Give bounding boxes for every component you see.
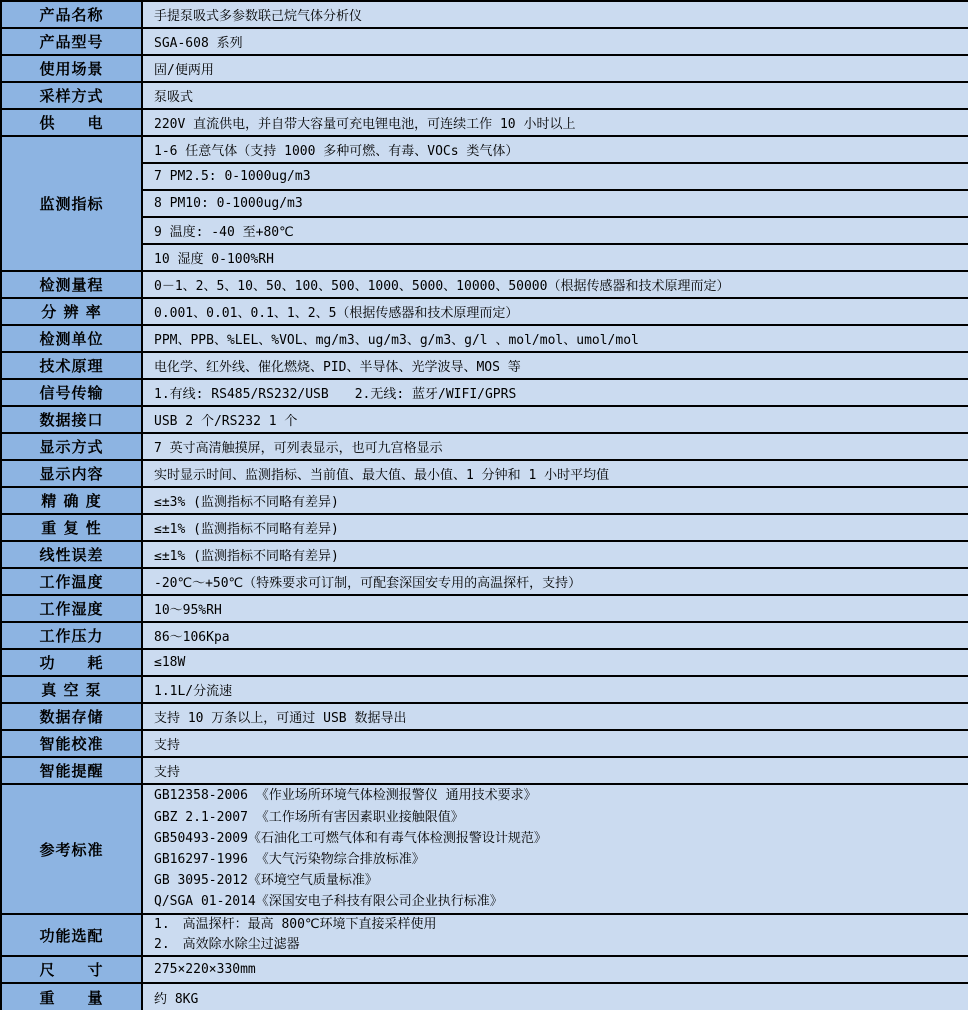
row-monitoring-index xyxy=(1,217,968,244)
spec-value-linearity-error: ≤±1% (监测指标不同略有差异) xyxy=(142,541,968,568)
row-display-mode xyxy=(1,433,968,460)
spec-value-monitoring-item-2: 7 PM2.5: 0-1000ug/m3 xyxy=(142,163,968,190)
row-power-supply xyxy=(1,109,968,136)
standard-line: GB50493-2009《石油化工可燃气体和有毒气体检测报警设计规范》 xyxy=(154,830,547,846)
spec-value-power-consumption: ≤18W xyxy=(142,649,968,676)
spec-value-detection-unit: PPM、PPB、%LEL、%VOL、mg/m3、ug/m3、g/m3、g/l 、mol/mol、umol/mol xyxy=(142,325,968,352)
spec-value-repeatability: ≤±1% (监测指标不同略有差异) xyxy=(142,514,968,541)
spec-value-sampling-method: 泵吸式 xyxy=(142,82,968,109)
spec-value-dimensions: 275×220×330mm xyxy=(142,956,968,983)
spec-label-accuracy: 精 确 度 xyxy=(1,487,142,514)
spec-label-sampling-method: 采样方式 xyxy=(1,82,142,109)
spec-value-data-interface: USB 2 个/RS232 1 个 xyxy=(142,406,968,433)
spec-value-monitoring-item-5: 10 湿度 0-100%RH xyxy=(142,244,968,271)
spec-value-accuracy: ≤±3% (监测指标不同略有差异) xyxy=(142,487,968,514)
row-vacuum-pump xyxy=(1,676,968,703)
option-line: 1. 高温探杆：最高 800℃环境下直接采样使用 xyxy=(154,917,437,932)
spec-label-signal-transmission: 信号传输 xyxy=(1,379,142,406)
spec-label-display-mode: 显示方式 xyxy=(1,433,142,460)
spec-label-repeatability: 重 复 性 xyxy=(1,514,142,541)
spec-label-dimensions: 尺 寸 xyxy=(1,956,142,983)
spec-value-detection-range: 0－1、2、5、10、50、100、500、1000、5000、10000、50000（根据传感器和技术原理而定） xyxy=(142,271,968,298)
spec-value-product-name: 手提泵吸式多参数联己烷气体分析仪 xyxy=(142,1,968,28)
row-data-storage xyxy=(1,703,968,730)
spec-label-detection-unit: 检测单位 xyxy=(1,325,142,352)
spec-value-weight: 约 8KG xyxy=(142,983,968,1010)
spec-value-working-humidity: 10～95%RH xyxy=(142,595,968,622)
row-weight xyxy=(1,983,968,1010)
spec-label-working-humidity: 工作湿度 xyxy=(1,595,142,622)
spec-label-reference-standards: 参考标准 xyxy=(1,784,142,914)
spec-label-model: 产品型号 xyxy=(1,28,142,55)
spec-value-monitoring-item-1: 1-6 任意气体（支持 1000 多种可燃、有毒、VOCs 类气体） xyxy=(142,136,968,163)
row-power-consumption xyxy=(1,649,968,676)
spec-value-reference-standards xyxy=(142,784,968,914)
spec-value-usage-scene: 固/便两用 xyxy=(142,55,968,82)
row-linearity-error xyxy=(1,541,968,568)
row-working-pressure xyxy=(1,622,968,649)
spec-label-working-temperature: 工作温度 xyxy=(1,568,142,595)
row-data-interface xyxy=(1,406,968,433)
spec-value-signal-transmission: 1.有线: RS485/RS232/USB 2.无线: 蓝牙/WIFI/GPRS xyxy=(142,379,968,406)
spec-value-technical-principle: 电化学、红外线、催化燃烧、PID、半导体、光学波导、MOS 等 xyxy=(142,352,968,379)
spec-value-working-pressure: 86～106Kpa xyxy=(142,622,968,649)
row-smart-calibration xyxy=(1,730,968,757)
row-dimensions xyxy=(1,956,968,983)
row-optional-features xyxy=(1,914,968,956)
row-monitoring-index xyxy=(1,244,968,271)
option-line: 2. 高效除水除尘过滤器 xyxy=(154,937,300,952)
row-display-content xyxy=(1,460,968,487)
spec-value-display-content: 实时显示时间、监测指标、当前值、最大值、最小值、1 分钟和 1 小时平均值 xyxy=(142,460,968,487)
spec-label-product-name: 产品名称 xyxy=(1,1,142,28)
spec-label-usage-scene: 使用场景 xyxy=(1,55,142,82)
spec-label-working-pressure: 工作压力 xyxy=(1,622,142,649)
spec-value-monitoring-item-3: 8 PM10: 0-1000ug/m3 xyxy=(142,190,968,217)
row-resolution xyxy=(1,298,968,325)
row-reference-standards xyxy=(1,784,968,914)
row-monitoring-index xyxy=(1,163,968,190)
row-working-humidity xyxy=(1,595,968,622)
standard-line: GB16297-1996 《大气污染物综合排放标准》 xyxy=(154,852,425,867)
row-working-temperature xyxy=(1,568,968,595)
standard-line: GB 3095-2012《环境空气质量标准》 xyxy=(154,873,378,889)
row-product-name xyxy=(1,1,968,28)
standard-line: GB12358-2006 《作业场所环境气体检测报警仪 通用技术要求》 xyxy=(154,788,537,804)
row-monitoring-index xyxy=(1,136,968,163)
spec-value-display-mode: 7 英寸高清触摸屏，可列表显示，也可九宫格显示 xyxy=(142,433,968,460)
row-accuracy xyxy=(1,487,968,514)
standard-line: GBZ 2.1-2007 《工作场所有害因素职业接触限值》 xyxy=(154,809,464,825)
row-sampling-method xyxy=(1,82,968,109)
spec-label-weight: 重 量 xyxy=(1,983,142,1010)
spec-value-resolution: 0.001、0.01、0.1、1、2、5（根据传感器和技术原理而定） xyxy=(142,298,968,325)
spec-label-power-supply: 供 电 xyxy=(1,109,142,136)
spec-label-optional-features: 功能选配 xyxy=(1,914,142,956)
spec-value-smart-reminder: 支持 xyxy=(142,757,968,784)
row-technical-principle xyxy=(1,352,968,379)
row-usage-scene xyxy=(1,55,968,82)
standard-line: Q/SGA 01-2014《深国安电子科技有限公司企业执行标准》 xyxy=(154,894,503,910)
spec-label-linearity-error: 线性误差 xyxy=(1,541,142,568)
spec-label-power-consumption: 功 耗 xyxy=(1,649,142,676)
row-detection-range xyxy=(1,271,968,298)
spec-value-data-storage: 支持 10 万条以上，可通过 USB 数据导出 xyxy=(142,703,968,730)
spec-value-smart-calibration: 支持 xyxy=(142,730,968,757)
row-signal-transmission xyxy=(1,379,968,406)
spec-label-monitoring-index: 监测指标 xyxy=(1,136,142,271)
spec-label-smart-calibration: 智能校准 xyxy=(1,730,142,757)
row-detection-unit xyxy=(1,325,968,352)
spec-label-vacuum-pump: 真 空 泵 xyxy=(1,676,142,703)
row-model xyxy=(1,28,968,55)
row-monitoring-index xyxy=(1,190,968,217)
spec-value-vacuum-pump: 1.1L/分流速 xyxy=(142,676,968,703)
row-repeatability xyxy=(1,514,968,541)
spec-label-data-interface: 数据接口 xyxy=(1,406,142,433)
spec-label-smart-reminder: 智能提醒 xyxy=(1,757,142,784)
spec-label-detection-range: 检测量程 xyxy=(1,271,142,298)
spec-value-optional-features xyxy=(142,914,968,956)
spec-value-model: SGA-608 系列 xyxy=(142,28,968,55)
spec-value-working-temperature: -20℃～+50℃（特殊要求可订制，可配套深国安专用的高温探杆，支持） xyxy=(142,568,968,595)
spec-label-display-content: 显示内容 xyxy=(1,460,142,487)
spec-label-technical-principle: 技术原理 xyxy=(1,352,142,379)
spec-value-power-supply: 220V 直流供电，并自带大容量可充电锂电池，可连续工作 10 小时以上 xyxy=(142,109,968,136)
spec-label-resolution: 分 辨 率 xyxy=(1,298,142,325)
spec-label-data-storage: 数据存储 xyxy=(1,703,142,730)
spec-value-monitoring-item-4: 9 温度: -40 至+80℃ xyxy=(142,217,968,244)
row-smart-reminder xyxy=(1,757,968,784)
